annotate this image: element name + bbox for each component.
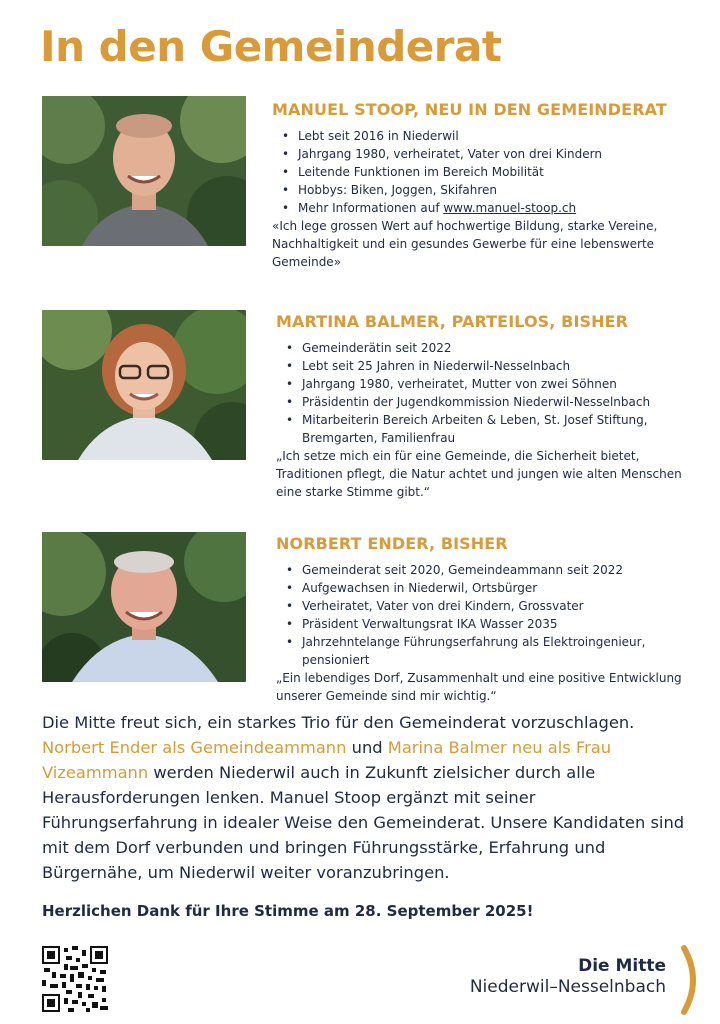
list-item: • Präsident Verwaltungsrat IKA Wasser 2035: [276, 615, 706, 633]
candidate-facts-list: [276, 561, 706, 669]
list-item: • Mitarbeiterin Bereich Arbeiten & Leben, St. Josef Stiftung, Bremgarten, Familienfrau: [276, 411, 706, 447]
list-item: • Hobbys: Biken, Joggen, Skifahren: [272, 181, 702, 199]
list-item: • Lebt seit 25 Jahren in Niederwil-Nesselnbach: [276, 357, 706, 375]
thanks-line: Herzlichen Dank für Ihre Stimme am 28. September 2025!: [42, 902, 534, 920]
website-link[interactable]: www.manuel-stoop.ch: [443, 201, 577, 215]
list-item: • Leitende Funktionen im Bereich Mobilität: [272, 163, 702, 181]
summary-highlight: Norbert Ender als Gemeindeammann: [42, 738, 347, 757]
candidate-info: [276, 534, 706, 705]
candidate-info: [272, 100, 702, 271]
candidate-quote: „Ich setze mich ein für eine Gemeinde, die Sicherheit bietet, Traditionen pflegt, die Natur achtet und jungen wie alten Menschen eine starke Stimme gibt.“: [276, 449, 682, 499]
list-item: • Lebt seit 2016 in Niederwil: [272, 127, 702, 145]
summary-text: Die Mitte freut sich, ein starkes Trio für den Gemeinderat vorzuschlagen.: [42, 713, 635, 732]
list-item: [272, 199, 702, 217]
candidate-facts-list: [276, 339, 706, 447]
bracket-logo-icon: [676, 944, 706, 1016]
candidate-info: [276, 312, 706, 501]
candidate-name: NORBERT ENDER, BISHER: [276, 534, 508, 553]
list-item: • Gemeinderätin seit 2022: [276, 339, 706, 357]
info-prefix: Mehr Informationen auf: [298, 201, 444, 215]
list-item: • Jahrzehntelange Führungserfahrung als Elektroingenieur, pensioniert: [276, 633, 706, 669]
list-item: • Aufgewachsen in Niederwil, Ortsbürger: [276, 579, 706, 597]
list-item: • Präsidentin der Jugendkommission Niederwil-Nesselnbach: [276, 393, 706, 411]
summary-text: und: [346, 738, 388, 757]
summary-text: werden Niederwil auch in Zukunft zielsicher durch alle Herausforderungen lenken. Manuel Stoop ergänzt mit seiner Führungserfahrung in idealer Weise den Gemeinderat. Unsere Kandidaten sind mit dem Dorf verbunden und bringen Führungsstärke, Erfahrung und Bürgernähe, um Niederwil weiter voranzubringen.: [42, 763, 685, 882]
die-mitte-logo: [416, 944, 706, 1016]
list-item: • Verheiratet, Vater von drei Kindern, Grossvater: [276, 597, 706, 615]
list-item: • Jahrgang 1980, verheiratet, Vater von drei Kindern: [272, 145, 702, 163]
portrait-photo-icon: [42, 310, 246, 460]
candidate-facts-list: [272, 127, 702, 217]
logo-party-name: Die Mitte: [578, 956, 666, 976]
list-item: • Jahrgang 1980, verheiratet, Mutter von zwei Söhnen: [276, 375, 706, 393]
candidate-quote: „Ein lebendiges Dorf, Zusammenhalt und eine positive Entwicklung unserer Gemeinde sind mir wichtig.“: [276, 671, 682, 703]
qr-code-icon[interactable]: [42, 946, 108, 1012]
portrait-photo-icon: [42, 96, 246, 246]
candidate-photo: [42, 96, 246, 246]
candidate-photo: [42, 532, 246, 682]
candidate-name: MANUEL STOOP, NEU IN DEN GEMEINDERAT: [272, 100, 667, 119]
candidate-name: MARTINA BALMER, PARTEILOS, BISHER: [276, 312, 629, 331]
page-title: In den Gemeinderat: [40, 22, 502, 71]
summary-highlight: Marina Balmer neu als Frau Vizeammann: [42, 738, 612, 782]
candidate-quote: «Ich lege grossen Wert auf hochwertige Bildung, starke Vereine, Nachhaltigkeit und ein gesundes Gewerbe für eine lebenswerte Gemeinde»: [272, 219, 658, 269]
summary-paragraph: [42, 710, 692, 885]
logo-place-name: Niederwil–Nesselnbach: [469, 977, 666, 997]
candidate-photo: [42, 310, 246, 460]
list-item: • Gemeinderat seit 2020, Gemeindeammann seit 2022: [276, 561, 706, 579]
portrait-photo-icon: [42, 532, 246, 682]
